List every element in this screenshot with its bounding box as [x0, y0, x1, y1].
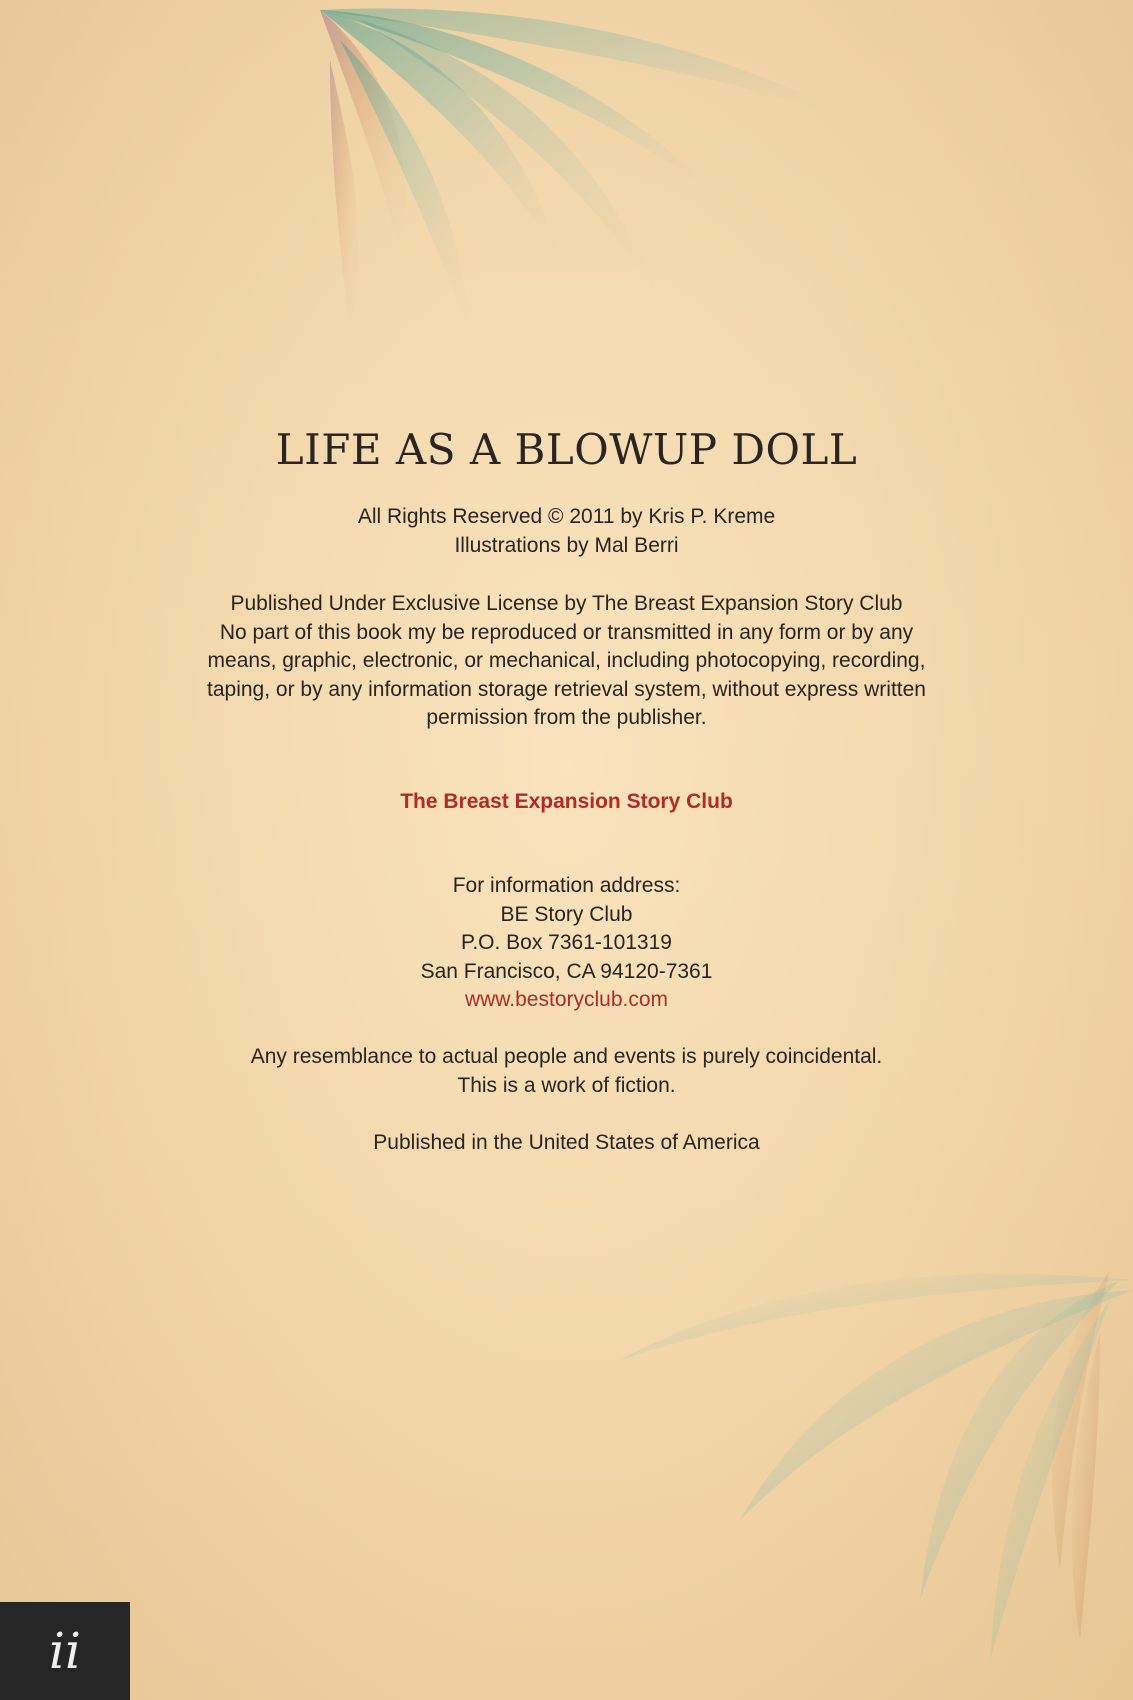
- address-po-box: P.O. Box 7361-101319: [461, 931, 672, 954]
- bottom-feather: [620, 1270, 1133, 1660]
- copyright-line: All Rights Reserved © 2011 by Kris P. Kreme: [357, 505, 776, 528]
- address-block: [0, 872, 1133, 1015]
- book-title: LIFE AS A BLOWUP DOLL: [275, 425, 858, 474]
- top-feather: [320, 8, 860, 330]
- illustrations-credit: Illustrations by Mal Berri: [454, 533, 679, 557]
- published-in: Published in the United States of America: [373, 1131, 760, 1154]
- publisher-name-block: [0, 788, 1133, 817]
- license-line: means, graphic, electronic, or mechanical, including photocopying, recording,: [207, 649, 926, 672]
- license-line: Published Under Exclusive License by The Breast Expansion Story Club: [230, 592, 903, 615]
- disclaimer-line: Any resemblance to actual people and events is purely coincidental.: [250, 1045, 883, 1068]
- credits-block: [0, 503, 1133, 560]
- website-link[interactable]: www.bestoryclub.com: [464, 988, 669, 1011]
- license-line: permission from the publisher.: [426, 706, 707, 729]
- published-in-block: [0, 1129, 1133, 1158]
- page-number: ii: [0, 1602, 130, 1700]
- license-line: taping, or by any information storage retrieval system, without express written: [207, 677, 926, 701]
- publisher-name: The Breast Expansion Story Club: [400, 790, 733, 813]
- address-heading: For information address:: [452, 874, 681, 897]
- disclaimer-block: [0, 1043, 1133, 1100]
- address-city: San Francisco, CA 94120-7361: [420, 959, 713, 983]
- license-block: [0, 590, 1133, 733]
- license-line: No part of this book my be reproduced or transmitted in any form or by any: [219, 620, 914, 644]
- address-name: BE Story Club: [500, 902, 633, 926]
- disclaimer-line: This is a work of fiction.: [457, 1073, 676, 1097]
